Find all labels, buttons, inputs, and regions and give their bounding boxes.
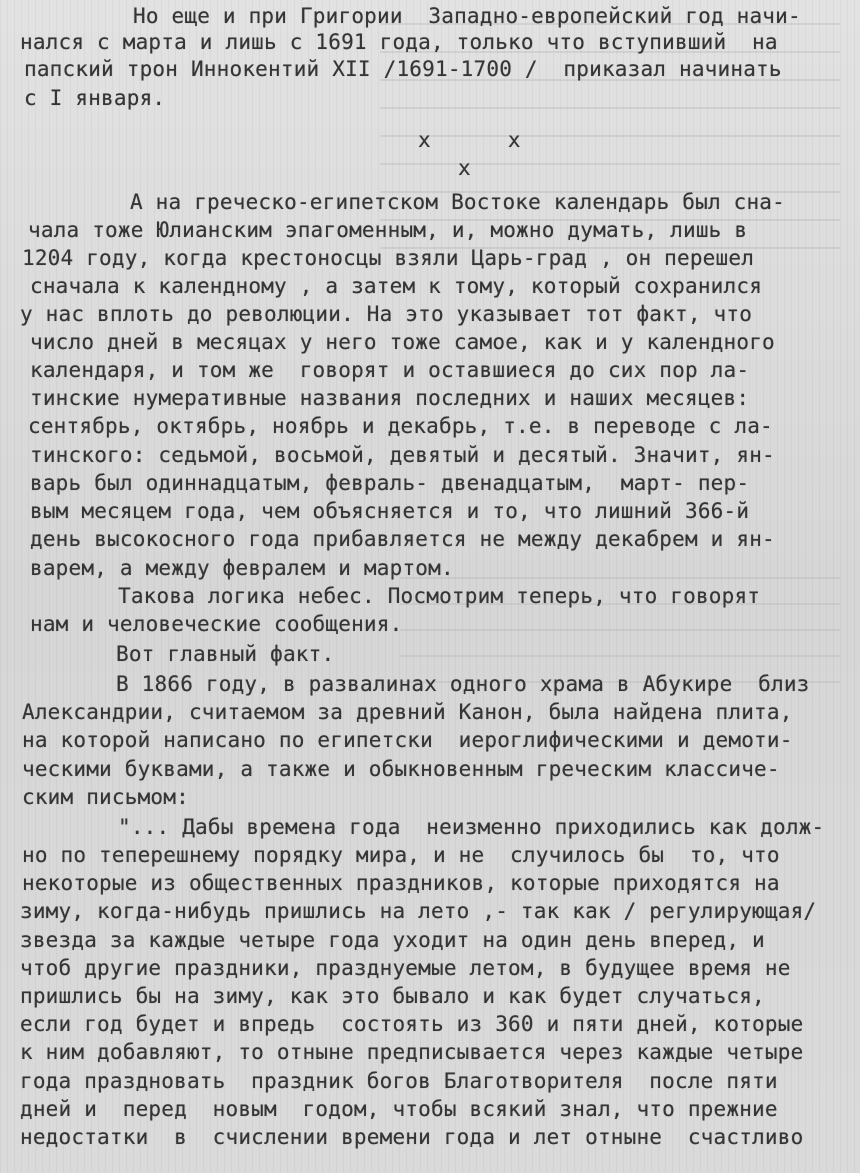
text-line: с I января. [24, 86, 166, 110]
quote-line: чтоб другие праздники, празднуемые летом, в будущее время не [20, 956, 791, 980]
text-line: папский трон Иннокентий XII /1691-1700 / приказал начинать [24, 57, 782, 81]
text-line: ческими буквами, а также и обыкновенным греческим классиче- [22, 757, 780, 781]
quote-line: к ним добавляют, то отныне предписывается через каждые четыре [20, 1040, 804, 1064]
text-line: варь был одиннадцатым, февраль- двенадцатым, март- пер- [30, 471, 750, 495]
quote-line: если год будет и впредь состоять из 360 и пяти дней, которые [20, 1012, 804, 1036]
section-divider: x x [418, 128, 521, 152]
text-line: день высокосного года прибавляется не между декабрем и ян- [30, 527, 775, 551]
text-line: на которой написано по египетски иероглифическими и демоти- [22, 728, 793, 752]
quote-line: некоторые из общественных праздников, которые приходятся на [22, 871, 780, 895]
quote-line: но по теперешнему порядку мира, и не случилось бы то, что [22, 843, 780, 867]
text-line: В 1866 году, в развалинах одного храма в Абукире близ [116, 672, 810, 696]
quote-line: дней и перед новым годом, чтобы всякий знал, что прежние [20, 1097, 778, 1121]
text-line: нам и человеческие сообщения. [30, 612, 403, 636]
text-line: число дней в месяцах у него тоже самое, как и у календного [30, 330, 775, 354]
text-line: 1204 году, когда крестоносцы взяли Царь-град , он перешел [22, 246, 755, 270]
text-line: сентябрь, октябрь, ноябрь и декабрь, т.е. в переводе с ла- [28, 414, 773, 438]
text-line: у нас вплоть до революции. На это указывает тот факт, что [20, 302, 753, 326]
quote-line: года праздновать праздник богов Благотворителя после пяти [20, 1069, 778, 1093]
text-line: А на греческо-египетском Востоке календарь был сна- [130, 190, 785, 214]
text-line: Вот главный факт. [116, 642, 335, 666]
quote-line: пришлись бы на зиму, как это бывало и как будет случаться, [20, 984, 765, 1008]
text-line: варем, а между февралем и мартом. [30, 556, 454, 580]
text-line: ским письмом: [22, 785, 189, 809]
text-line: вым месяцем года, чем объясняется и то, что лишний 366-й [30, 499, 750, 523]
text-line: календаря, и том же говорят и оставшиеся до сих пор ла- [30, 358, 750, 382]
quote-line: "... Дабы времена года неизменно приходились как долж- [118, 815, 825, 839]
quote-line: недостатки в счислении времени года и лет отныне счастливо [20, 1125, 804, 1149]
text-line: Такова логика небес. Посмотрим теперь, что говорят [118, 584, 761, 608]
quote-line: звезда за каждые четыре года уходит на один день вперед, и [20, 928, 765, 952]
text-line: нался с марта и лишь с 1691 года, только что вступивший на [20, 30, 778, 54]
section-divider: x [458, 156, 471, 180]
text-line: тинские нумеративные названия последних и наших месяцев: [30, 386, 750, 410]
text-line: сначала к календному , а затем к тому, который сохранился [30, 274, 763, 298]
text-line: Но еще и при Григории Западно-европейский год начи- [133, 4, 801, 28]
text-line: чала тоже Юлианским эпагоменным, и, можно думать, лишь в [28, 218, 748, 242]
quote-line: зиму, когда-нибудь пришлись на лето ,- так как / регулирующая/ [20, 899, 817, 923]
text-line: тинского: седьмой, восьмой, девятый и десятый. Значит, ян- [30, 443, 775, 467]
text-line: Александрии, считаемом за древний Канон, была найдена плита, [22, 700, 793, 724]
